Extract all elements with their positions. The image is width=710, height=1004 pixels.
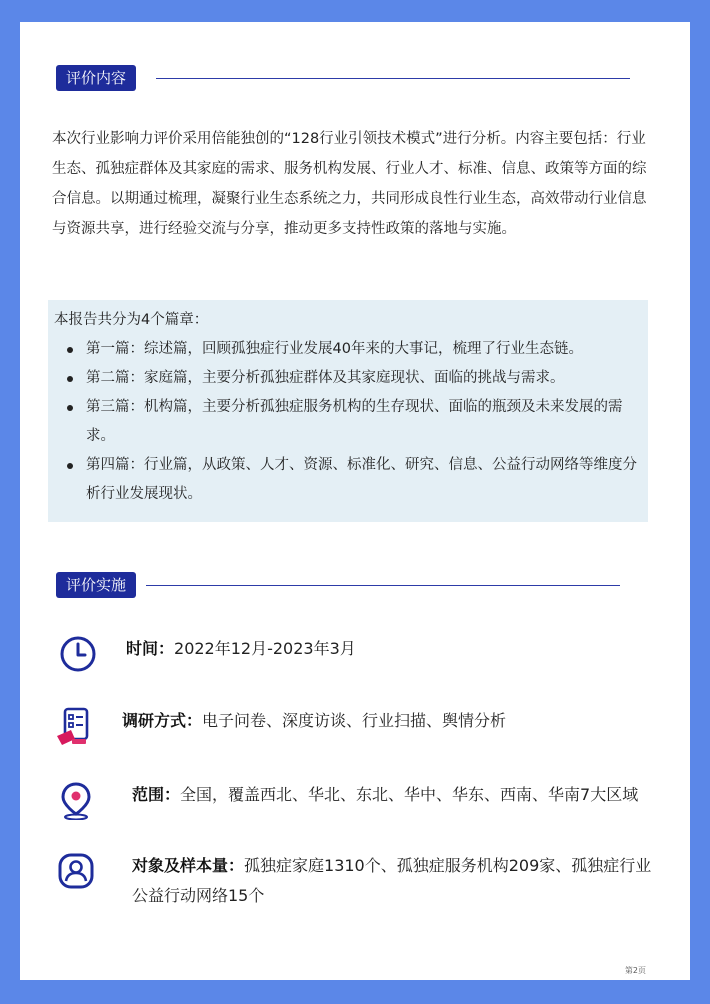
page-number: 第2页 <box>624 966 646 975</box>
section-tag: 评价实施 <box>56 572 136 598</box>
bullet-icon <box>67 463 73 469</box>
bullet-icon <box>67 376 73 382</box>
report-lead: 本报告共分为4个篇章： <box>54 312 209 328</box>
bullet-icon <box>67 405 73 411</box>
section-header-evaluation-content <box>56 65 630 91</box>
chapter-item <box>54 364 638 393</box>
implementation-scope <box>56 780 660 820</box>
intro-paragraph: 本次行业影响力评价采用倍能独创的“128行业引领技术模式”进行分析。内容主要包括：行业生态、孤独症群体及其家庭的需求、服务机构发展、行业人才、标准、信息、政策等方面的综合信息。以期通过梳理，凝聚行业生态系统之力，共同形成良性行业生态，高效带动行业信息与资源共享，进行经验交流与分享，推动更多支持性政策的落地与实施。 <box>52 131 647 237</box>
report-outline-box <box>48 300 648 522</box>
implementation-label: 时间： <box>126 639 175 658</box>
bullet-icon <box>67 347 73 353</box>
page <box>20 22 690 980</box>
chapter-item <box>54 335 638 364</box>
chapter-item <box>54 451 638 509</box>
implementation-label: 对象及样本量： <box>132 856 245 875</box>
chapter-item <box>54 393 638 451</box>
implementation-sample <box>56 851 660 911</box>
clock-icon <box>58 634 98 674</box>
chapter-list <box>54 335 638 509</box>
implementation-time <box>58 634 666 674</box>
chapter-text: 第三篇：机构篇，主要分析孤独症服务机构的生存现状、面临的瓶颈及未来发展的需求。 <box>86 399 623 444</box>
chapter-text: 第二篇：家庭篇，主要分析孤独症群体及其家庭现状、面临的挑战与需求。 <box>86 370 565 386</box>
implementation-value: 全国，覆盖西北、华北、东北、华中、华东、西南、华南7大区域 <box>180 785 639 804</box>
location-pin-icon <box>56 780 96 820</box>
implementation-value: 孤独症家庭1310个、孤独症服务机构209家、孤独症行业公益行动网络15个 <box>132 856 652 905</box>
section-tag: 评价内容 <box>56 65 136 91</box>
implementation-label: 范围： <box>132 785 181 804</box>
implementation-value: 2022年12月-2023年3月 <box>174 639 356 658</box>
implementation-method <box>54 706 662 746</box>
section-rule <box>156 78 630 79</box>
section-rule <box>146 585 620 586</box>
chapter-text: 第一篇：综述篇，回顾孤独症行业发展40年来的大事记，梳理了行业生态链。 <box>86 341 583 357</box>
survey-icon <box>54 706 94 746</box>
implementation-value: 电子问卷、深度访谈、行业扫描、舆情分析 <box>202 711 507 730</box>
chapter-text: 第四篇：行业篇，从政策、人才、资源、标准化、研究、信息、公益行动网络等维度分析行业发展现状。 <box>86 457 637 502</box>
implementation-label: 调研方式： <box>122 711 203 730</box>
section-header-evaluation-implementation <box>56 572 620 598</box>
person-icon <box>56 851 96 891</box>
